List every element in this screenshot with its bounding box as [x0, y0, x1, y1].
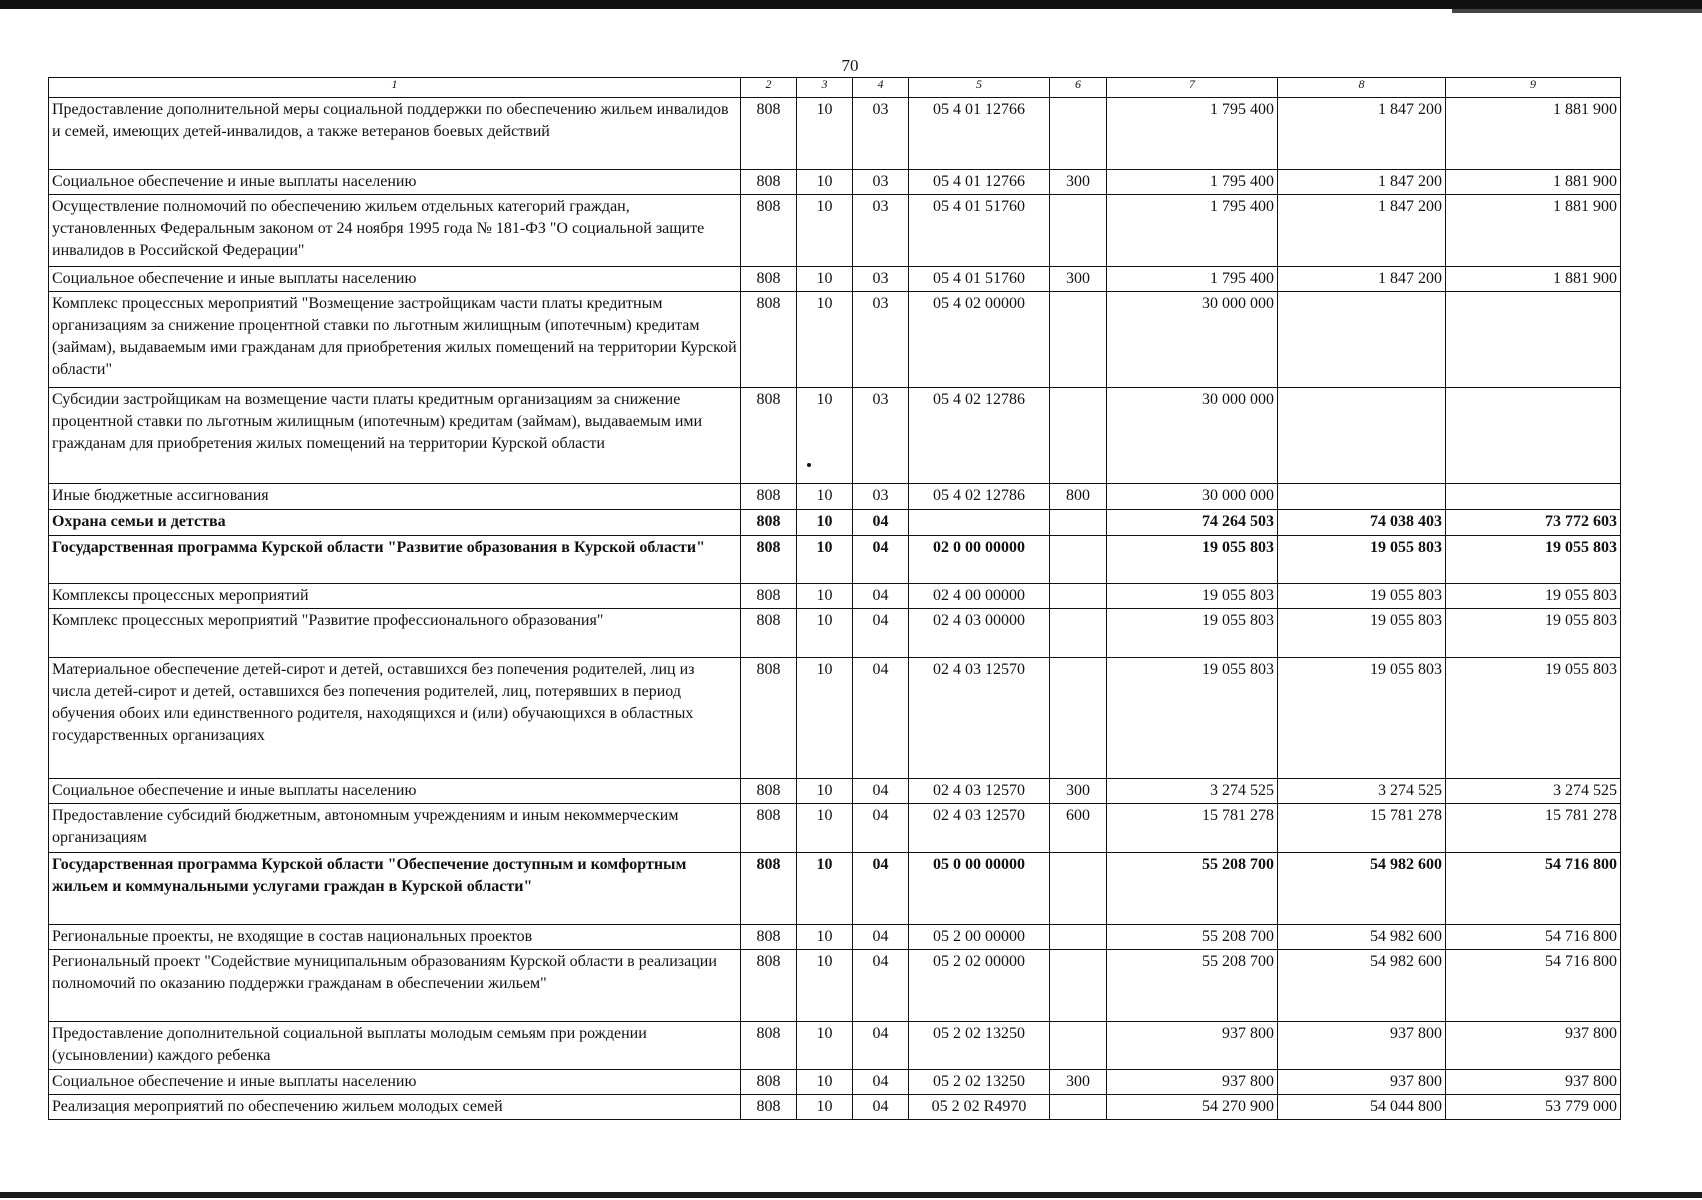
amount-year-1-cell: 15 781 278 [1107, 804, 1278, 853]
subsection-cell: 04 [853, 779, 909, 804]
subsection-cell: 03 [853, 170, 909, 195]
amount-year-2-cell: 19 055 803 [1278, 536, 1446, 584]
amount-year-1-cell: 19 055 803 [1107, 609, 1278, 658]
section-cell: 10 [797, 292, 853, 388]
item-name-cell: Предоставление субсидий бюджетным, автономным учреждениям и иным некоммерческим организациям [49, 804, 741, 853]
amount-year-2-cell: 74 038 403 [1278, 510, 1446, 536]
budget-table-body [49, 78, 1621, 1120]
expense-type-cell [1050, 853, 1107, 925]
subsection-cell: 03 [853, 195, 909, 267]
amount-year-1-cell: 937 800 [1107, 1070, 1278, 1095]
amount-year-2-cell [1278, 292, 1446, 388]
amount-year-3-cell: 1 881 900 [1446, 170, 1621, 195]
subsection-cell: 04 [853, 609, 909, 658]
amount-year-2-cell [1278, 388, 1446, 484]
expense-type-cell [1050, 584, 1107, 609]
amount-year-2-cell: 54 982 600 [1278, 925, 1446, 950]
column-number: 9 [1446, 78, 1621, 98]
target-article-cell: 05 4 01 12766 [909, 170, 1050, 195]
amount-year-2-cell: 3 274 525 [1278, 779, 1446, 804]
item-name-cell: Иные бюджетные ассигнования [49, 484, 741, 510]
ministry-code-cell: 808 [741, 950, 797, 1022]
column-number: 6 [1050, 78, 1107, 98]
ministry-code-cell: 808 [741, 1095, 797, 1120]
ministry-code-cell: 808 [741, 779, 797, 804]
item-name-cell: Охрана семьи и детства [49, 510, 741, 536]
expense-type-cell [1050, 536, 1107, 584]
item-name-cell: Социальное обеспечение и иные выплаты населению [49, 267, 741, 292]
ministry-code-cell: 808 [741, 584, 797, 609]
subsection-cell: 04 [853, 1070, 909, 1095]
amount-year-3-cell: 54 716 800 [1446, 925, 1621, 950]
amount-year-3-cell: 54 716 800 [1446, 853, 1621, 925]
table-row [49, 267, 1621, 292]
subsection-cell: 04 [853, 658, 909, 779]
ministry-code-cell: 808 [741, 609, 797, 658]
expense-type-cell: 300 [1050, 170, 1107, 195]
page-number: 70 [841, 56, 859, 75]
section-cell: 10 [797, 1022, 853, 1070]
column-number: 4 [853, 78, 909, 98]
amount-year-1-cell: 19 055 803 [1107, 658, 1278, 779]
subsection-cell: 04 [853, 925, 909, 950]
amount-year-2-cell: 1 847 200 [1278, 195, 1446, 267]
item-name-cell: Предоставление дополнительной меры социальной поддержки по обеспечению жильем инвалидов и семей, имеющих детей-инвалидов, а также ветеранов боевых действий [49, 98, 741, 170]
ministry-code-cell: 808 [741, 925, 797, 950]
target-article-cell: 05 2 02 00000 [909, 950, 1050, 1022]
column-number: 5 [909, 78, 1050, 98]
expense-type-cell [1050, 510, 1107, 536]
target-article-cell: 02 4 00 00000 [909, 584, 1050, 609]
column-number: 2 [741, 78, 797, 98]
amount-year-2-cell: 1 847 200 [1278, 267, 1446, 292]
amount-year-3-cell: 54 716 800 [1446, 950, 1621, 1022]
section-cell: 10 [797, 1070, 853, 1095]
amount-year-3-cell: 937 800 [1446, 1070, 1621, 1095]
scan-border-bottom [0, 1192, 1702, 1198]
amount-year-3-cell: 73 772 603 [1446, 510, 1621, 536]
target-article-cell: 05 4 01 51760 [909, 195, 1050, 267]
amount-year-1-cell: 937 800 [1107, 1022, 1278, 1070]
scan-border-top-right [1452, 9, 1702, 13]
item-name-cell: Материальное обеспечение детей-сирот и детей, оставшихся без попечения родителей, лиц из числа детей-сирот и детей, оставшихся без попечения родителей, лиц, потерявших в период обучения обоих или единственного родителя, находящихся и (или) обучающихся в областных государственных организациях [49, 658, 741, 779]
amount-year-1-cell: 30 000 000 [1107, 484, 1278, 510]
section-cell: 10 [797, 779, 853, 804]
item-name-cell: Комплекс процессных мероприятий "Возмещение застройщикам части платы кредитным организациям за снижение процентной ставки по льготным жилищным (ипотечным) кредитам (займам), выдаваемым ими гражданам для приобретения жилых помещений на территории Курской области" [49, 292, 741, 388]
column-number: 1 [49, 78, 741, 98]
item-name-cell: Субсидии застройщикам на возмещение части платы кредитным организациям за снижение процентной ставки по льготным жилищным (ипотечным) кредитам (займам), выдаваемым ими гражданам для приобретения жилых помещений на территории Курской области [49, 388, 741, 484]
amount-year-3-cell: 1 881 900 [1446, 98, 1621, 170]
amount-year-2-cell [1278, 484, 1446, 510]
table-row [49, 584, 1621, 609]
amount-year-1-cell: 1 795 400 [1107, 98, 1278, 170]
section-cell: 10 [797, 925, 853, 950]
expense-type-cell [1050, 1022, 1107, 1070]
expense-type-cell [1050, 609, 1107, 658]
amount-year-1-cell: 30 000 000 [1107, 292, 1278, 388]
amount-year-3-cell: 1 881 900 [1446, 267, 1621, 292]
amount-year-3-cell [1446, 484, 1621, 510]
amount-year-3-cell: 15 781 278 [1446, 804, 1621, 853]
item-name-cell: Государственная программа Курской области "Обеспечение доступным и комфортным жильем и коммунальными услугами граждан в Курской области" [49, 853, 741, 925]
subsection-cell: 04 [853, 804, 909, 853]
amount-year-1-cell: 3 274 525 [1107, 779, 1278, 804]
amount-year-2-cell: 19 055 803 [1278, 584, 1446, 609]
ministry-code-cell: 808 [741, 1022, 797, 1070]
table-row [49, 1070, 1621, 1095]
amount-year-1-cell: 1 795 400 [1107, 195, 1278, 267]
item-name-cell: Реализация мероприятий по обеспечению жильем молодых семей [49, 1095, 741, 1120]
amount-year-1-cell: 19 055 803 [1107, 584, 1278, 609]
ministry-code-cell: 808 [741, 804, 797, 853]
item-name-cell: Региональные проекты, не входящие в состав национальных проектов [49, 925, 741, 950]
column-number: 3 [797, 78, 853, 98]
amount-year-2-cell: 19 055 803 [1278, 658, 1446, 779]
table-row [49, 170, 1621, 195]
subsection-cell: 04 [853, 1022, 909, 1070]
subsection-cell: 04 [853, 853, 909, 925]
section-cell: 10 [797, 950, 853, 1022]
item-name-cell: Социальное обеспечение и иные выплаты населению [49, 1070, 741, 1095]
section-cell: 10 [797, 388, 853, 484]
ministry-code-cell: 808 [741, 388, 797, 484]
amount-year-1-cell: 1 795 400 [1107, 267, 1278, 292]
scan-speck [807, 463, 811, 467]
ministry-code-cell: 808 [741, 658, 797, 779]
section-cell: 10 [797, 584, 853, 609]
section-cell: 10 [797, 267, 853, 292]
ministry-code-cell: 808 [741, 292, 797, 388]
section-cell: 10 [797, 804, 853, 853]
expense-type-cell: 800 [1050, 484, 1107, 510]
target-article-cell: 02 0 00 00000 [909, 536, 1050, 584]
target-article-cell: 05 2 02 13250 [909, 1022, 1050, 1070]
amount-year-3-cell [1446, 292, 1621, 388]
expense-type-cell [1050, 292, 1107, 388]
table-row [49, 658, 1621, 779]
amount-year-3-cell: 19 055 803 [1446, 658, 1621, 779]
expense-type-cell [1050, 388, 1107, 484]
subsection-cell: 03 [853, 98, 909, 170]
table-row [49, 195, 1621, 267]
item-name-cell: Предоставление дополнительной социальной выплаты молодым семьям при рождении (усыновлении) каждого ребенка [49, 1022, 741, 1070]
amount-year-3-cell: 19 055 803 [1446, 609, 1621, 658]
target-article-cell: 05 2 00 00000 [909, 925, 1050, 950]
table-row [49, 1022, 1621, 1070]
target-article-cell: 02 4 03 00000 [909, 609, 1050, 658]
amount-year-2-cell: 1 847 200 [1278, 170, 1446, 195]
ministry-code-cell: 808 [741, 853, 797, 925]
table-row [49, 853, 1621, 925]
target-article-cell: 05 4 02 12786 [909, 484, 1050, 510]
expense-type-cell [1050, 1095, 1107, 1120]
budget-table [48, 77, 1621, 1120]
amount-year-1-cell: 74 264 503 [1107, 510, 1278, 536]
item-name-cell: Социальное обеспечение и иные выплаты населению [49, 779, 741, 804]
ministry-code-cell: 808 [741, 267, 797, 292]
ministry-code-cell: 808 [741, 510, 797, 536]
column-number: 8 [1278, 78, 1446, 98]
amount-year-3-cell: 19 055 803 [1446, 536, 1621, 584]
amount-year-2-cell: 54 982 600 [1278, 853, 1446, 925]
section-cell: 10 [797, 536, 853, 584]
table-row [49, 925, 1621, 950]
subsection-cell: 04 [853, 950, 909, 1022]
table-row [49, 484, 1621, 510]
item-name-cell: Социальное обеспечение и иные выплаты населению [49, 170, 741, 195]
expense-type-cell: 300 [1050, 779, 1107, 804]
amount-year-1-cell: 54 270 900 [1107, 1095, 1278, 1120]
amount-year-1-cell: 30 000 000 [1107, 388, 1278, 484]
expense-type-cell [1050, 98, 1107, 170]
amount-year-2-cell: 1 847 200 [1278, 98, 1446, 170]
table-row [49, 536, 1621, 584]
section-cell: 10 [797, 510, 853, 536]
ministry-code-cell: 808 [741, 98, 797, 170]
target-article-cell: 05 2 02 13250 [909, 1070, 1050, 1095]
ministry-code-cell: 808 [741, 484, 797, 510]
amount-year-2-cell: 54 982 600 [1278, 950, 1446, 1022]
subsection-cell: 03 [853, 267, 909, 292]
subsection-cell: 03 [853, 292, 909, 388]
subsection-cell: 04 [853, 584, 909, 609]
ministry-code-cell: 808 [741, 170, 797, 195]
item-name-cell: Осуществление полномочий по обеспечению жильем отдельных категорий граждан, установленных Федеральным законом от 24 ноября 1995 года № 181-ФЗ "О социальной защите инвалидов в Российской Федерации" [49, 195, 741, 267]
expense-type-cell: 300 [1050, 1070, 1107, 1095]
target-article-cell: 05 4 02 12786 [909, 388, 1050, 484]
target-article-cell: 05 2 02 R4970 [909, 1095, 1050, 1120]
column-number: 7 [1107, 78, 1278, 98]
section-cell: 10 [797, 484, 853, 510]
table-row [49, 510, 1621, 536]
target-article-cell: 05 4 01 12766 [909, 98, 1050, 170]
subsection-cell: 04 [853, 536, 909, 584]
ministry-code-cell: 808 [741, 1070, 797, 1095]
section-cell: 10 [797, 170, 853, 195]
item-name-cell: Государственная программа Курской области "Развитие образования в Курской области" [49, 536, 741, 584]
table-row [49, 804, 1621, 853]
amount-year-3-cell [1446, 388, 1621, 484]
section-cell: 10 [797, 98, 853, 170]
table-row [49, 388, 1621, 484]
section-cell: 10 [797, 609, 853, 658]
table-row [49, 98, 1621, 170]
target-article-cell: 02 4 03 12570 [909, 658, 1050, 779]
amount-year-3-cell: 937 800 [1446, 1022, 1621, 1070]
expense-type-cell [1050, 658, 1107, 779]
item-name-cell: Комплекс процессных мероприятий "Развитие профессионального образования" [49, 609, 741, 658]
target-article-cell: 02 4 03 12570 [909, 779, 1050, 804]
section-cell: 10 [797, 195, 853, 267]
subsection-cell: 03 [853, 388, 909, 484]
table-row [49, 950, 1621, 1022]
table-row [49, 779, 1621, 804]
table-row [49, 292, 1621, 388]
section-cell: 10 [797, 1095, 853, 1120]
amount-year-1-cell: 1 795 400 [1107, 170, 1278, 195]
amount-year-1-cell: 55 208 700 [1107, 925, 1278, 950]
expense-type-cell [1050, 950, 1107, 1022]
amount-year-3-cell: 19 055 803 [1446, 584, 1621, 609]
section-cell: 10 [797, 853, 853, 925]
amount-year-1-cell: 55 208 700 [1107, 853, 1278, 925]
table-row [49, 1095, 1621, 1120]
amount-year-1-cell: 19 055 803 [1107, 536, 1278, 584]
expense-type-cell [1050, 925, 1107, 950]
ministry-code-cell: 808 [741, 195, 797, 267]
item-name-cell: Региональный проект "Содействие муниципальным образованиям Курской области в реализации полномочий по оказанию поддержки гражданам в обеспечении жильем" [49, 950, 741, 1022]
amount-year-2-cell: 937 800 [1278, 1022, 1446, 1070]
amount-year-2-cell: 19 055 803 [1278, 609, 1446, 658]
item-name-cell: Комплексы процессных мероприятий [49, 584, 741, 609]
target-article-cell: 05 4 02 00000 [909, 292, 1050, 388]
ministry-code-cell: 808 [741, 536, 797, 584]
amount-year-2-cell: 937 800 [1278, 1070, 1446, 1095]
subsection-cell: 04 [853, 1095, 909, 1120]
scan-border-top [0, 0, 1702, 9]
expense-type-cell: 300 [1050, 267, 1107, 292]
amount-year-3-cell: 3 274 525 [1446, 779, 1621, 804]
table-row [49, 609, 1621, 658]
amount-year-2-cell: 15 781 278 [1278, 804, 1446, 853]
amount-year-3-cell: 53 779 000 [1446, 1095, 1621, 1120]
amount-year-3-cell: 1 881 900 [1446, 195, 1621, 267]
target-article-cell: 05 4 01 51760 [909, 267, 1050, 292]
target-article-cell [909, 510, 1050, 536]
target-article-cell: 02 4 03 12570 [909, 804, 1050, 853]
expense-type-cell: 600 [1050, 804, 1107, 853]
section-cell: 10 [797, 658, 853, 779]
expense-type-cell [1050, 195, 1107, 267]
target-article-cell: 05 0 00 00000 [909, 853, 1050, 925]
column-number-row [49, 78, 1621, 98]
subsection-cell: 04 [853, 510, 909, 536]
amount-year-1-cell: 55 208 700 [1107, 950, 1278, 1022]
subsection-cell: 03 [853, 484, 909, 510]
amount-year-2-cell: 54 044 800 [1278, 1095, 1446, 1120]
